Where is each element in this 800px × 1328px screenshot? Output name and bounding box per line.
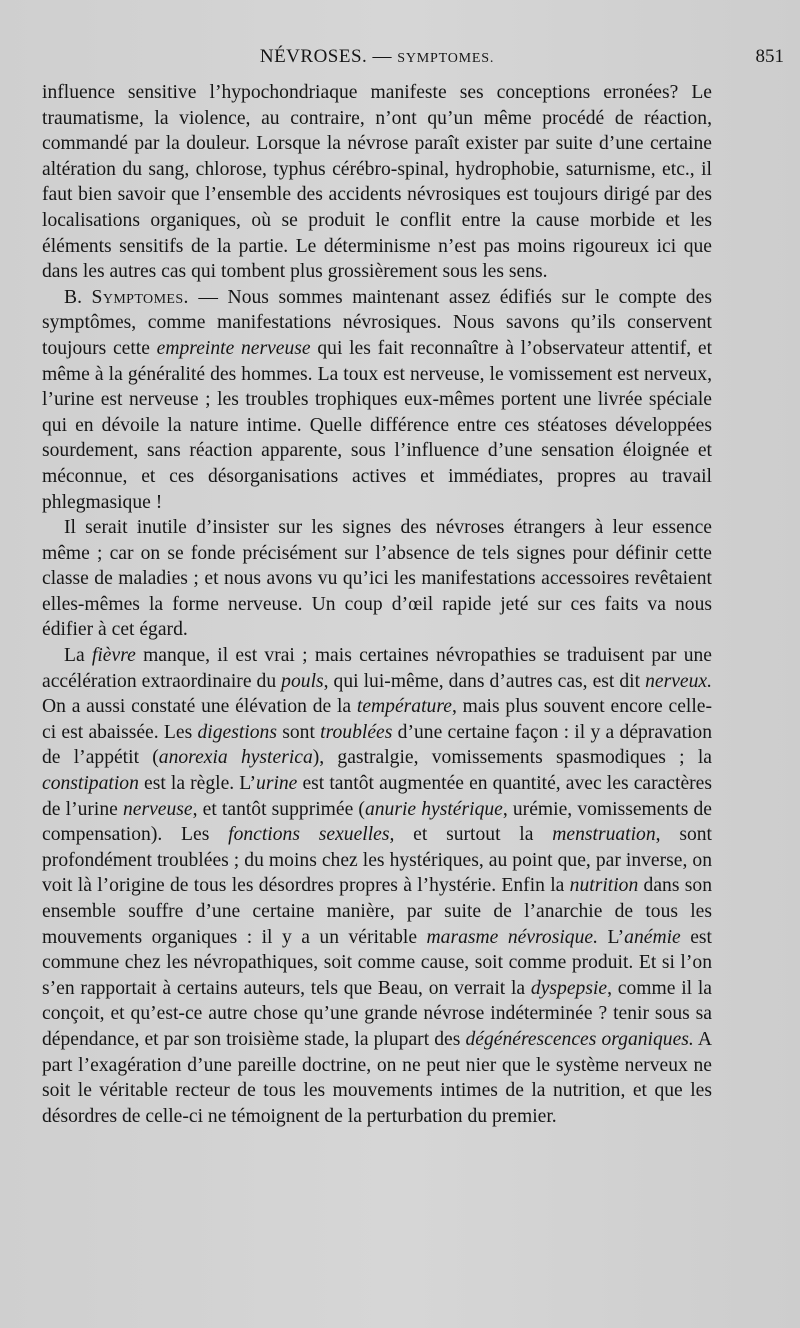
text-run: On a aussi constaté une élévation de la (42, 696, 357, 718)
italic-term: anémie (624, 926, 681, 948)
text-run: — Nous sommes maintenant assez édifiés sur le compte des symptômes, comme manifestations névrosiques. Nous savons qu’ils conservent toujours cette (42, 286, 712, 359)
text-run: est commune chez les névropathiques, soit comme cause, soit comme produit. Et si l’on s’en rapportait à certains auteurs, tels que Beau, on verrait la (42, 926, 712, 999)
text-run: est la règle. L’ (138, 773, 257, 795)
text-run: et surtout la (394, 824, 553, 846)
italic-term: digestions (197, 721, 277, 743)
italic-term: dyspepsie (530, 977, 608, 999)
italic-term: pouls (281, 670, 324, 692)
text-run: , sont profondément troublées ; du moins chez les hystériques, au point que, par inverse, on voit là l’origine de tous les désordres propres à l’hystérie. Enfin la (42, 824, 713, 897)
text-run: sont (276, 721, 321, 743)
paragraph-continued (42, 80, 712, 285)
italic-term: constipation (42, 773, 139, 795)
text-run: , mais plus souvent encore celle-ci est abaissée. Les (42, 696, 712, 743)
header-title-separator: — (367, 46, 398, 67)
text-run: dans son ensemble souffre d’une certaine manière, par suite de l’anarchie de tous les mouvements organiques : il y a un véritable (42, 875, 712, 948)
italic-term: marasme névrosique. (426, 926, 598, 948)
text-run: Il serait inutile d’insister sur les signes des névroses étrangers à leur essence même ; car on se fonde précisément sur l’absence de tels signes pour définir cette classe de maladies ; et nous avons vu qu’ici les manifestations accessoires revêtaient elles-mêmes la forme nerveuse. Un coup d’œil rapide jeté sur ces faits va nous édifier à cet égard. (42, 517, 712, 641)
header-title-sub: SYMPTOMES. (397, 51, 495, 66)
text-run: manque, il est vrai ; mais certaines névropathies se traduisent par une accélération extraordinaire du (42, 645, 712, 692)
text-run: influence sensitive l’hypochondriaque manifeste ses conceptions erronées? Le traumatisme, la violence, au contraire, n’ont qu’un même procédé de réaction, commandé par la douleur. Lorsque la névrose paraît exister par suite d’une certaine altération du sang, chlorose, typhus cérébro-spinal, hydrophobie, saturnisme, etc., il faut bien savoir que l’ensemble des accidents névrosiques est toujours dirigé par des localisations organiques, où se produit le conflit entre la cause morbide et les éléments sensitifs de la partie. Le déterminisme n’est pas moins rigoureux ici que dans les autres cas qui tombent plus grossièrement sous les sens. (42, 82, 712, 283)
text-run: , urémie, vomissements de compensation). Les (42, 798, 712, 846)
italic-term: nutrition (569, 875, 639, 897)
italic-term: troublées (320, 721, 393, 743)
text-run: L’ (597, 926, 625, 948)
italic-term: menstruation (552, 824, 656, 846)
body-text (42, 80, 712, 1129)
italic-term: empreinte nerveuse (156, 337, 311, 359)
running-header (42, 46, 784, 74)
paragraph-symptomes (42, 285, 712, 515)
italic-term: nerveuse (122, 798, 193, 820)
text-run: , qui lui-même, dans d’autres cas, est dit (323, 670, 646, 692)
italic-term: anorexia hysterica (158, 747, 313, 769)
text-run: d’une certaine façon : il y a dépravation de l’appétit ( (42, 721, 713, 769)
text-run: La (64, 645, 92, 667)
text-run: est tantôt augmentée en quantité, avec les caractères de l’urine (42, 773, 712, 820)
header-title-main: NÉVROSES. (259, 46, 368, 67)
italic-term: dégénérescences organiques. (465, 1028, 694, 1050)
section-heading: Symptomes. (91, 286, 189, 308)
italic-term: fonctions sexuelles, (228, 824, 395, 846)
italic-term: anurie hystérique (364, 798, 503, 820)
page-number: 851 (755, 46, 784, 67)
running-title (42, 46, 712, 68)
text-run: , comme il la conçoit, et qu’est-ce autre chose qu’une grande névrose indéterminée ? tenir sous sa dépendance, et par son troisième stade, la plupart des (42, 977, 713, 1050)
italic-term: fièvre (91, 645, 136, 667)
paragraph-fievre (42, 643, 712, 1129)
paragraph-signes (42, 515, 712, 643)
italic-term: température (356, 696, 452, 718)
text-run: B. (64, 286, 92, 308)
italic-term: urine (256, 773, 298, 795)
text-run: , et tantôt supprimée ( (192, 798, 365, 820)
text-run: ), gastralgie, vomissements spasmodiques ; la (312, 747, 712, 769)
text-run: qui les fait reconnaître à l’observateur attentif, et même à la généralité des hommes. La toux est nerveuse, le vomissement est nerveux, l’urine est nerveuse ; les troubles trophiques eux-mêmes portent une livrée spéciale qui en dévoile la nature intime. Quelle différence entre ces stéatoses développées sourdement, sans réaction apparente, sous l’influence d’une sensation éloignée et méconnue, et ces désorganisations actives et immédiates, propres au travail phlegmasique ! (42, 337, 713, 513)
text-run: A part l’exagération d’une pareille doctrine, on ne peut nier que le système nerveux ne soit le véritable recteur de tous les mouvements intimes de la nutrition, et que les désordres de celle-ci ne témoignent de la perturbation du premier. (42, 1028, 712, 1127)
italic-term: nerveux. (645, 670, 712, 692)
